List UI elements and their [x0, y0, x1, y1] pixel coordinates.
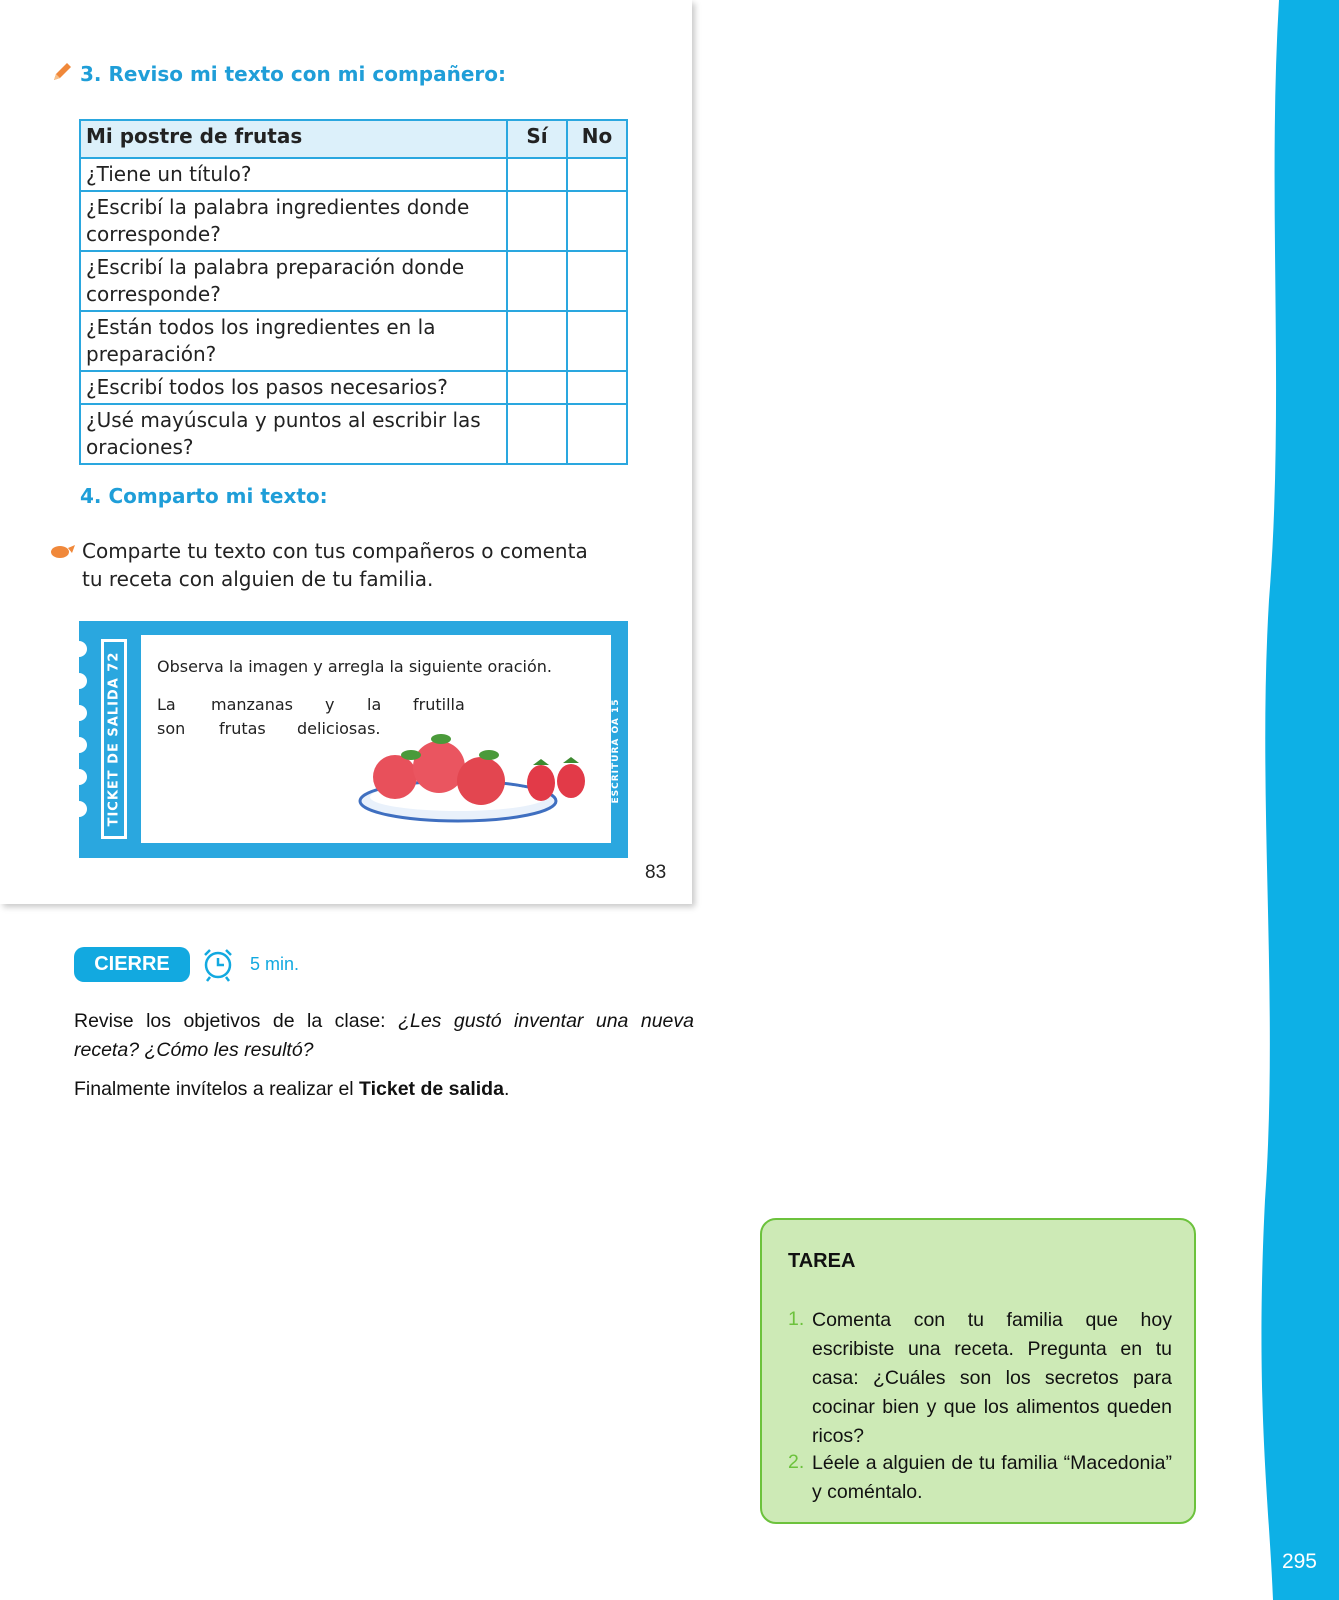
word-son: son [157, 719, 186, 738]
homework-item-number: 2. [788, 1451, 805, 1473]
review-prefix: Revise los objetivos de la clase: [74, 1010, 399, 1032]
table-row [80, 251, 627, 311]
final-suffix: . [503, 1078, 510, 1100]
word-la: la [367, 695, 382, 714]
no-checkbox-cell[interactable] [567, 311, 627, 371]
criterion-cell: ¿Escribí la palabra preparación donde corresponde? [80, 251, 507, 311]
section-4-title: 4. Comparto mi texto: [80, 484, 328, 508]
final-prefix: Finalmente invítelos a realizar el [74, 1078, 360, 1100]
ticket-notch [71, 801, 87, 817]
alarm-clock-icon [200, 946, 236, 982]
student-page-number: 83 [645, 862, 667, 883]
si-checkbox-cell[interactable] [507, 371, 567, 404]
ticket-notch [71, 705, 87, 721]
section-3-title: 3. Reviso mi texto con mi compañero: [80, 62, 506, 86]
review-question: ¿Les gustó inventar una nueva receta? ¿Cómo les resultó? [74, 1010, 694, 1061]
word-frutilla: frutilla [413, 695, 465, 714]
exit-ticket [79, 621, 628, 858]
si-checkbox-cell[interactable] [507, 311, 567, 371]
homework-title: TAREA [788, 1250, 856, 1272]
oa-label-text: ESCRITURA OA 15 [611, 698, 621, 804]
homework-item-number: 1. [788, 1308, 805, 1330]
decorative-side-band [1239, 0, 1339, 1600]
student-book-page [0, 0, 692, 904]
ticket-notch [71, 737, 87, 753]
si-checkbox-cell[interactable] [507, 191, 567, 251]
pencil-icon [50, 60, 74, 84]
table-row [80, 404, 627, 464]
si-checkbox-cell[interactable] [507, 404, 567, 464]
column-header-postre: Mi postre de frutas [80, 120, 507, 158]
no-checkbox-cell[interactable] [567, 251, 627, 311]
ticket-instruction: Observa la imagen y arregla la siguiente oración. [157, 657, 552, 676]
table-row [80, 311, 627, 371]
homework-item: Comenta con tu familia que hoy escribiste una receta. Pregunta en tu casa: ¿Cuáles son los secretos para cocinar bien y que los alimentos queden ricos? [812, 1309, 1172, 1447]
ticket-label [101, 639, 127, 839]
criterion-cell: ¿Están todos los ingredientes en la preparación? [80, 311, 507, 371]
no-checkbox-cell[interactable] [567, 404, 627, 464]
table-row [80, 191, 627, 251]
fruit-plate-illustration [353, 725, 593, 837]
word-manzanas: manzanas [211, 695, 294, 714]
no-checkbox-cell[interactable] [567, 191, 627, 251]
duration-label: 5 min. [250, 954, 300, 974]
share-instruction: Comparte tu texto con tus compañeros o comenta tu receta con alguien de tu familia. [82, 539, 588, 591]
homework-item: Léele a alguien de tu familia “Macedonia” y coméntalo. [812, 1452, 1172, 1503]
ticket-de-salida-bold: Ticket de salida [359, 1078, 504, 1100]
speech-bubble-icon [50, 544, 76, 560]
criterion-cell: ¿Escribí todos los pasos necesarios? [80, 371, 507, 404]
ticket-notch [71, 641, 87, 657]
criterion-cell: ¿Escribí la palabra ingredientes donde corresponde? [80, 191, 507, 251]
no-checkbox-cell[interactable] [567, 371, 627, 404]
column-header-si: Sí [507, 120, 567, 158]
ticket-notch [71, 769, 87, 785]
no-checkbox-cell[interactable] [567, 158, 627, 191]
cierre-badge: CIERRE [74, 947, 190, 982]
ticket-content [141, 635, 611, 843]
homework-box [760, 1218, 1196, 1524]
word-la: La [157, 695, 176, 714]
word-deliciosas: deliciosas. [297, 719, 381, 738]
page-number: 295 [1281, 1550, 1317, 1573]
ticket-label-text: TICKET DE SALIDA 72 [106, 651, 122, 827]
final-paragraph [74, 1075, 694, 1104]
table-header-row [80, 120, 627, 158]
ticket-notch [71, 673, 87, 689]
checklist-table [79, 119, 628, 465]
table-row [80, 371, 627, 404]
review-paragraph [74, 1007, 694, 1065]
criterion-cell: ¿Usé mayúscula y puntos al escribir las oraciones? [80, 404, 507, 464]
word-frutas: frutas [219, 719, 266, 738]
si-checkbox-cell[interactable] [507, 158, 567, 191]
criterion-cell: ¿Tiene un título? [80, 158, 507, 191]
table-row [80, 158, 627, 191]
column-header-no: No [567, 120, 627, 158]
si-checkbox-cell[interactable] [507, 251, 567, 311]
word-y: y [325, 695, 335, 714]
